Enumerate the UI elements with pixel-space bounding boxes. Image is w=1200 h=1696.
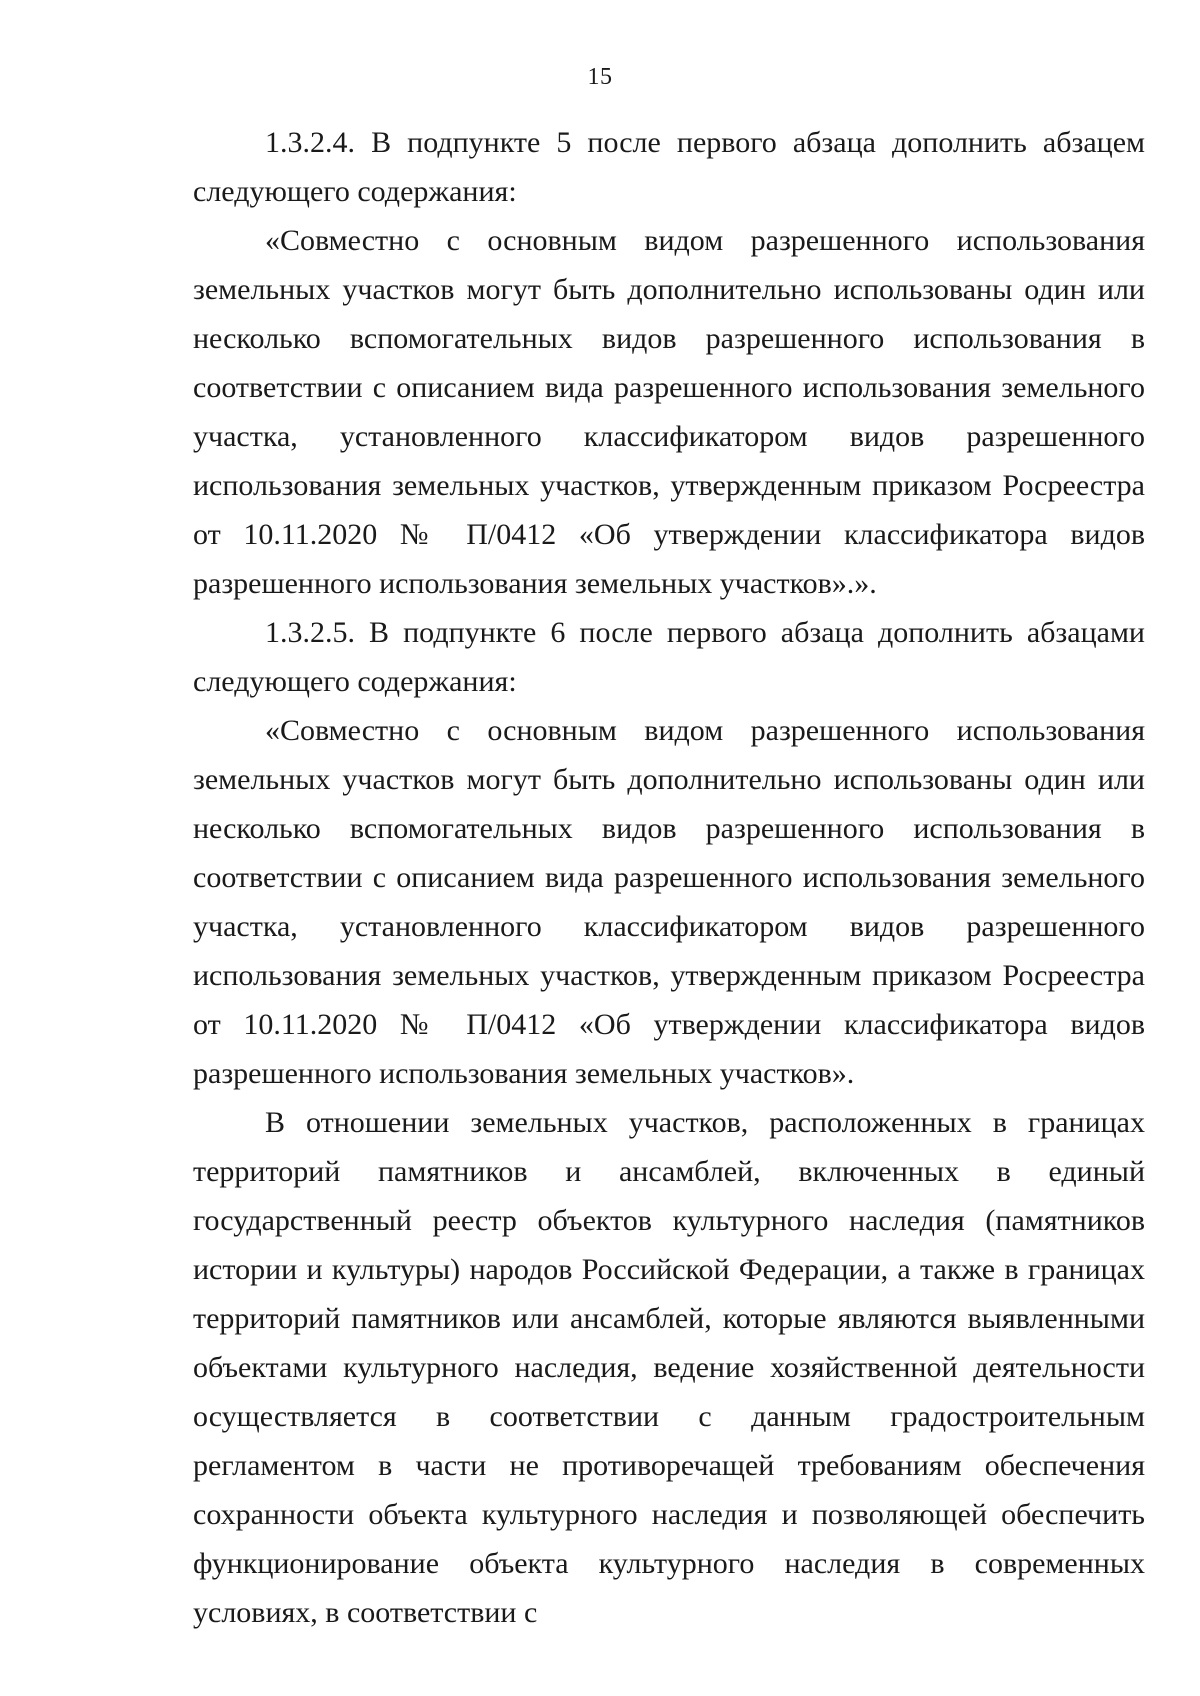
paragraph-quote-1: «Совместно с основным видом разрешенного использования земельных участков могут быть дополнительно использованы один или несколько вспомогательных видов разрешенного использования в соответствии с описанием вида разрешенного использования земельного участка, установленного классификатором видов разрешенного использования земельных участков, утвержденным приказом Росреестра от 10.11.2020 № П/0412 «Об утверждении классификатора видов разрешенного использования земельных участков».». [193,224,1145,600]
paragraph-1-3-2-5: 1.3.2.5. В подпункте 6 после первого абзаца дополнить абзацами следующего содержания: [193,616,1145,698]
paragraph-1-3-2-4: 1.3.2.4. В подпункте 5 после первого абзаца дополнить абзацем следующего содержания: [193,126,1145,208]
page-number: 15 [587,64,613,90]
paragraph-cultural-heritage: В отношении земельных участков, расположенных в границах территорий памятников и ансамблей, включенных в единый государственный реестр объектов культурного наследия (памятников истории и культуры) народов Российской Федерации, а также в границах территорий памятников или ансамблей, которые являются выявленными объектами культурного наследия, ведение хозяйственной деятельности осуществляется в соответствии с данным градостроительным регламентом в части не противоречащей требованиям обеспечения сохранности объекта культурного наследия и позволяющей обеспечить функционирование объекта культурного наследия в современных условиях, в соответствии с [193,1106,1145,1629]
document-body [193,118,1145,1637]
paragraph-quote-2: «Совместно с основным видом разрешенного использования земельных участков могут быть дополнительно использованы один или несколько вспомогательных видов разрешенного использования в соответствии с описанием вида разрешенного использования земельного участка, установленного классификатором видов разрешенного использования земельных участков, утвержденным приказом Росреестра от 10.11.2020 № П/0412 «Об утверждении классификатора видов разрешенного использования земельных участков». [193,714,1145,1090]
